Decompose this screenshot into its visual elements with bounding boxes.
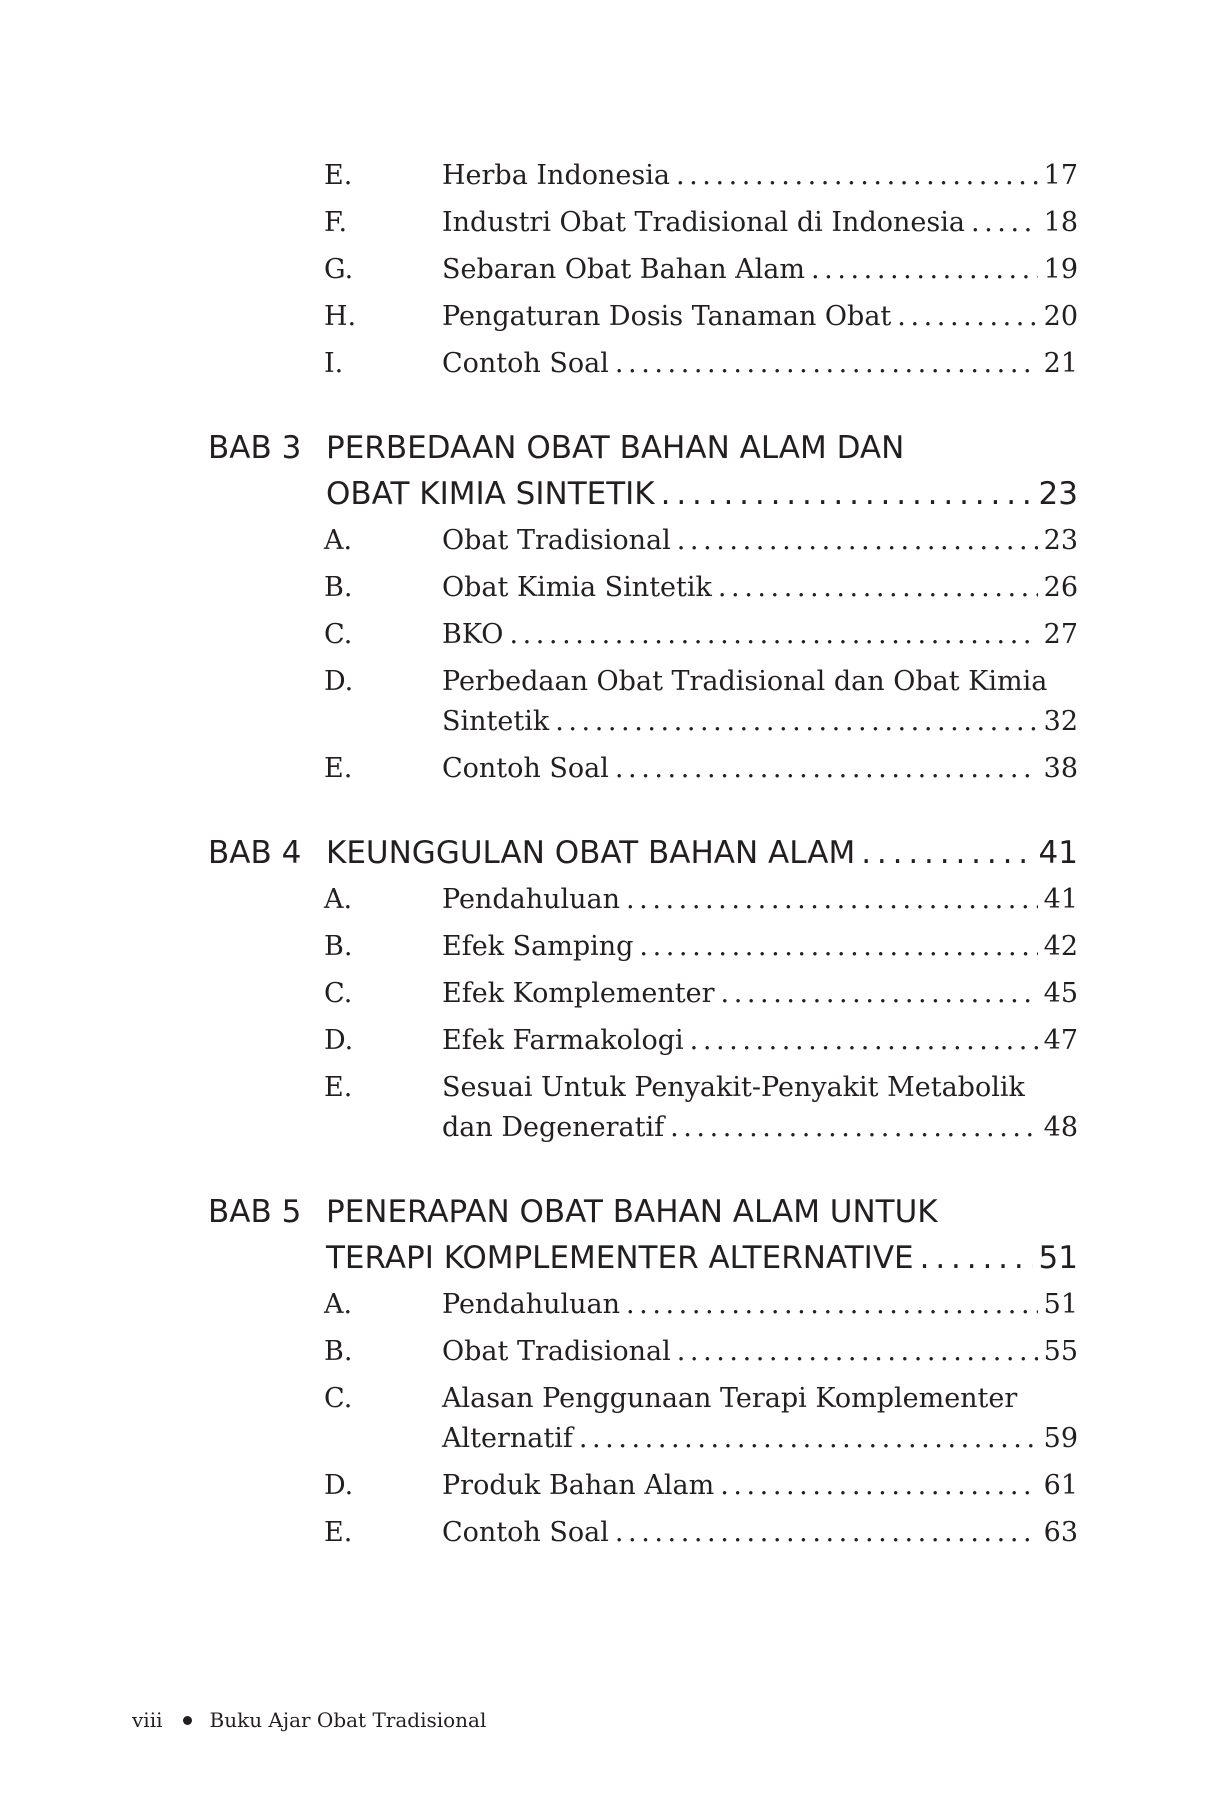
entry-dot-leader: [615, 1513, 1038, 1553]
table-of-contents: [208, 156, 1078, 1560]
entry-letter: E.: [324, 160, 353, 191]
entry-leader-row: [442, 880, 1078, 920]
chapter-dot-leader: [861, 830, 1032, 876]
entry-leader-row: [442, 1513, 1078, 1553]
entry-letter: H.: [324, 301, 357, 332]
entry-letter: D.: [324, 666, 354, 697]
toc-entry: [208, 521, 1078, 568]
chapter-title: TERAPI KOMPLEMENTER ALTERNATIVE: [326, 1240, 914, 1276]
entry-title: Contoh Soal: [442, 348, 609, 379]
chapter-title: KEUNGGULAN OBAT BAHAN ALAM: [326, 835, 856, 871]
entry-text: [442, 297, 1078, 337]
entry-page-number: 42: [1043, 931, 1078, 962]
entry-text: [442, 1379, 1078, 1459]
entry-text: [442, 615, 1078, 655]
entry-letter: C.: [324, 978, 353, 1009]
entry-text: [442, 1332, 1078, 1372]
entry-title: Sebaran Obat Bahan Alam: [442, 254, 806, 285]
entry-page-number: 20: [1043, 301, 1078, 332]
page-footer: [132, 1708, 486, 1732]
toc-entry: [208, 344, 1078, 391]
entry-text: [442, 749, 1078, 789]
entry-title: Pengaturan Dosis Tanaman Obat: [442, 301, 892, 332]
entry-leader-row: [442, 615, 1078, 655]
chapter-heading: [208, 1189, 1078, 1281]
entry-text: [442, 662, 1078, 742]
chapter-leader-row: [326, 1235, 1078, 1281]
entry-letter: D.: [324, 1470, 354, 1501]
chapter-title-block: [326, 1189, 1078, 1281]
entry-text: [442, 1068, 1078, 1148]
chapter-number: BAB 3: [208, 430, 302, 466]
chapter-leader-row: [326, 471, 1078, 517]
entry-title: BKO: [442, 619, 504, 650]
entry-dot-leader: [677, 521, 1038, 561]
toc-entry: [208, 927, 1078, 974]
entry-text: [442, 1285, 1078, 1325]
entry-page-number: 51: [1043, 1289, 1078, 1320]
entry-letter: D.: [324, 1025, 354, 1056]
chapter-heading: [208, 830, 1078, 876]
entry-leader-row: [442, 1285, 1078, 1325]
chapter-title-block: [326, 425, 1078, 517]
toc-entry: [208, 1021, 1078, 1068]
chapter-title-line1: PENERAPAN OBAT BAHAN ALAM UNTUK: [326, 1194, 938, 1230]
entry-title: Produk Bahan Alam: [442, 1470, 715, 1501]
toc-entry: [208, 250, 1078, 297]
toc-entry: [208, 880, 1078, 927]
toc-entry: [208, 568, 1078, 615]
entry-letter: A.: [324, 1289, 353, 1320]
entry-letter: A.: [324, 884, 353, 915]
entry-title: Contoh Soal: [442, 753, 609, 784]
entry-dot-leader: [626, 1285, 1038, 1325]
entry-title-line1: Alasan Penggunaan Terapi Komplementer: [442, 1383, 1018, 1414]
entry-title: Pendahuluan: [442, 884, 620, 915]
entry-title: Alternatif: [442, 1423, 573, 1454]
footer-page-number: viii: [132, 1708, 163, 1732]
toc-entry: [208, 749, 1078, 796]
entry-title: Sintetik: [442, 706, 550, 737]
entry-dot-leader: [718, 568, 1038, 608]
entry-dot-leader: [615, 749, 1038, 789]
entry-letter: B.: [324, 1336, 353, 1367]
entry-leader-row: [442, 1419, 1078, 1459]
entry-text: [442, 250, 1078, 290]
chapter-heading: [208, 425, 1078, 517]
entry-leader-row: [442, 1021, 1078, 1061]
entry-title: Pendahuluan: [442, 1289, 620, 1320]
entry-dot-leader: [639, 927, 1037, 967]
entry-dot-leader: [509, 615, 1037, 655]
entry-dot-leader: [690, 1021, 1038, 1061]
entry-dot-leader: [811, 250, 1038, 290]
chapter-page-number: 23: [1038, 476, 1078, 512]
entry-page-number: 59: [1043, 1423, 1078, 1454]
entry-dot-leader: [897, 297, 1037, 337]
toc-entry: [208, 1285, 1078, 1332]
entry-leader-row: [442, 297, 1078, 337]
entry-leader-row: [442, 156, 1078, 196]
entry-dot-leader: [626, 880, 1038, 920]
toc-entry: [208, 974, 1078, 1021]
entry-title: Obat Tradisional: [442, 525, 671, 556]
entry-text: [442, 344, 1078, 384]
chapter-page-number: 51: [1038, 1240, 1078, 1276]
entry-dot-leader: [579, 1419, 1038, 1459]
entry-page-number: 48: [1043, 1112, 1078, 1143]
chapter-page-number: 41: [1038, 835, 1078, 871]
entry-page-number: 47: [1043, 1025, 1078, 1056]
entry-text: [442, 880, 1078, 920]
entry-page-number: 45: [1043, 978, 1078, 1009]
entry-text: [442, 1513, 1078, 1553]
entry-page-number: 41: [1043, 884, 1078, 915]
entry-dot-leader: [676, 156, 1038, 196]
entry-page-number: 19: [1043, 254, 1078, 285]
entry-page-number: 26: [1043, 572, 1078, 603]
entry-title: Efek Farmakologi: [442, 1025, 684, 1056]
toc-entry: [208, 297, 1078, 344]
entry-dot-leader: [555, 702, 1037, 742]
entry-page-number: 21: [1043, 348, 1078, 379]
chapter-title-line1: PERBEDAAN OBAT BAHAN ALAM DAN: [326, 430, 905, 466]
entry-text: [442, 974, 1078, 1014]
entry-letter: E.: [324, 1517, 353, 1548]
entry-leader-row: [442, 749, 1078, 789]
entry-leader-row: [442, 927, 1078, 967]
toc-entry: [208, 1513, 1078, 1560]
entry-letter: I.: [324, 348, 344, 379]
entry-letter: C.: [324, 1383, 353, 1414]
entry-title: Herba Indonesia: [442, 160, 670, 191]
entry-letter: B.: [324, 572, 353, 603]
entry-title: dan Degeneratif: [442, 1112, 665, 1143]
entry-title: Industri Obat Tradisional di Indonesia: [442, 207, 965, 238]
entry-letter: F.: [324, 207, 348, 238]
toc-entry: [208, 1068, 1078, 1155]
entry-letter: A.: [324, 525, 353, 556]
entry-dot-leader: [615, 344, 1038, 384]
entry-page-number: 27: [1043, 619, 1078, 650]
entry-dot-leader: [670, 1108, 1038, 1148]
toc-entry: [208, 1379, 1078, 1466]
entry-title-line1: Perbedaan Obat Tradisional dan Obat Kimia: [442, 666, 1048, 697]
entry-leader-row: [442, 568, 1078, 608]
entry-leader-row: [442, 1332, 1078, 1372]
entry-leader-row: [442, 1466, 1078, 1506]
chapter-dot-leader: [920, 1235, 1033, 1281]
entry-leader-row: [442, 344, 1078, 384]
entry-dot-leader: [677, 1332, 1038, 1372]
entry-title-line1: Sesuai Untuk Penyakit-Penyakit Metabolik: [442, 1072, 1025, 1103]
entry-text: [442, 521, 1078, 561]
chapter-title: OBAT KIMIA SINTETIK: [326, 476, 655, 512]
entry-letter: B.: [324, 931, 353, 962]
chapter-dot-leader: [661, 471, 1033, 517]
entry-title: Efek Samping: [442, 931, 634, 962]
entry-leader-row: [442, 250, 1078, 290]
entry-title: Obat Kimia Sintetik: [442, 572, 712, 603]
footer-book-title: Buku Ajar Obat Tradisional: [209, 1708, 487, 1732]
entry-leader-row: [442, 203, 1078, 243]
entry-page-number: 17: [1043, 160, 1078, 191]
toc-entry: [208, 662, 1078, 749]
entry-text: [442, 927, 1078, 967]
entry-letter: C.: [324, 619, 353, 650]
entry-page-number: 38: [1043, 753, 1078, 784]
toc-entry: [208, 203, 1078, 250]
entry-letter: E.: [324, 753, 353, 784]
entry-page-number: 23: [1043, 525, 1078, 556]
chapter-leader-row: [326, 830, 1078, 876]
entry-title: Obat Tradisional: [442, 1336, 671, 1367]
chapter-number: BAB 5: [208, 1194, 302, 1230]
entry-letter: E.: [324, 1072, 353, 1103]
entry-page-number: 55: [1043, 1336, 1078, 1367]
entry-text: [442, 203, 1078, 243]
entry-dot-leader: [971, 203, 1038, 243]
toc-entry: [208, 615, 1078, 662]
entry-text: [442, 1466, 1078, 1506]
chapter-number: BAB 4: [208, 835, 302, 871]
entry-leader-row: [442, 521, 1078, 561]
entry-page-number: 18: [1043, 207, 1078, 238]
entry-text: [442, 568, 1078, 608]
chapter-title-block: [326, 830, 1078, 876]
entry-title: Contoh Soal: [442, 1517, 609, 1548]
entry-title: Efek Komplementer: [442, 978, 715, 1009]
entry-leader-row: [442, 1108, 1078, 1148]
toc-entry: [208, 1466, 1078, 1513]
entry-leader-row: [442, 702, 1078, 742]
toc-entry: [208, 1332, 1078, 1379]
entry-page-number: 32: [1043, 706, 1078, 737]
entry-page-number: 63: [1043, 1517, 1078, 1548]
toc-entry: [208, 156, 1078, 203]
footer-bullet-icon: [183, 1716, 192, 1725]
entry-letter: G.: [324, 254, 354, 285]
entry-text: [442, 156, 1078, 196]
entry-page-number: 61: [1043, 1470, 1078, 1501]
entry-leader-row: [442, 974, 1078, 1014]
entry-dot-leader: [720, 1466, 1037, 1506]
entry-text: [442, 1021, 1078, 1061]
entry-dot-leader: [721, 974, 1038, 1014]
